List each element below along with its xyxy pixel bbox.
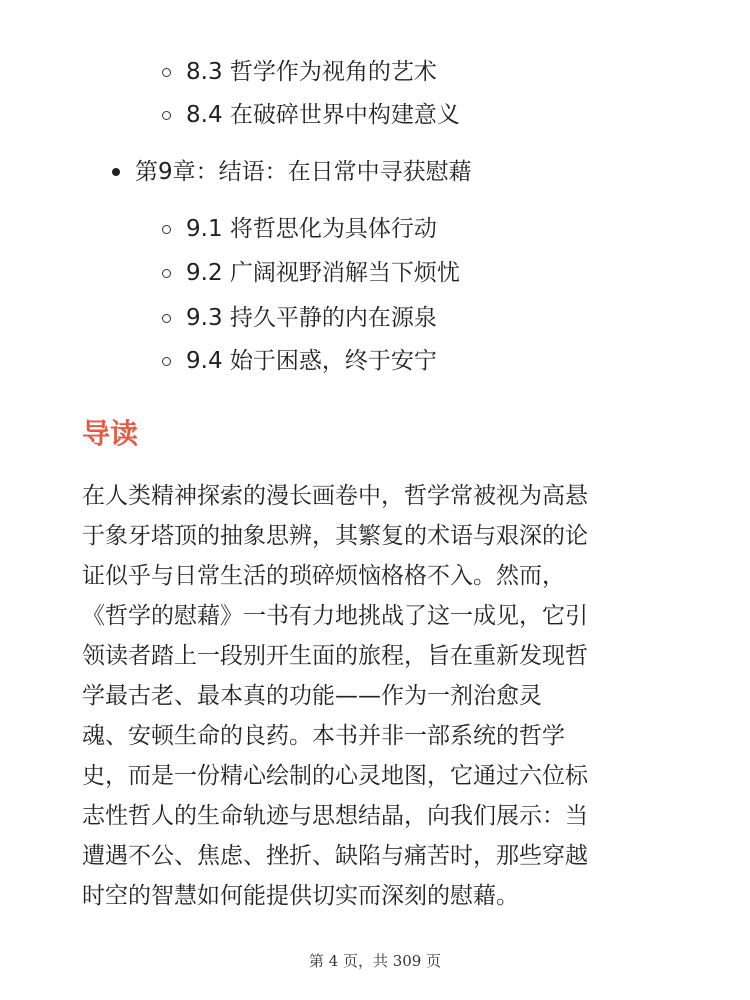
toc-item-label: 9.3 持久平静的内在源泉: [186, 305, 437, 331]
toc-item-8-3[interactable]: [162, 57, 437, 87]
paragraph-line: 领读者踏上一段别开生面的旅程，旨在重新发现哲: [82, 643, 588, 669]
paragraph-line: 志性哲人的生命轨迹与思想结晶，向我们展示：当: [82, 803, 588, 829]
paragraph-line: 证似乎与日常生活的琐碎烦恼格格不入。然而，: [82, 563, 565, 589]
circle-bullet-icon: [162, 68, 171, 77]
toc-item-label: 8.3 哲学作为视角的艺术: [186, 59, 437, 85]
paragraph-line: 遭遇不公、焦虑、挫折、缺陷与痛苦时，那些穿越: [82, 843, 588, 869]
paragraph-line: 于象牙塔顶的抽象思辨，其繁复的术语与艰深的论: [82, 523, 588, 549]
disc-bullet-icon: [112, 168, 120, 176]
circle-bullet-icon: [162, 269, 171, 278]
toc-item-9-3[interactable]: [162, 303, 437, 333]
paragraph-line: 在人类精神探索的漫长画卷中，哲学常被视为高悬: [82, 483, 588, 509]
circle-bullet-icon: [162, 314, 171, 323]
page-number-footer: 第 4 页，共 309 页: [308, 952, 442, 970]
circle-bullet-icon: [162, 225, 171, 234]
paragraph-line: 时空的智慧如何能提供切实而深刻的慰藉。: [82, 883, 519, 909]
paragraph-line: 学最古老、最本真的功能——作为一剂治愈灵: [82, 683, 542, 709]
paragraph-line: 《哲学的慰藉》一书有力地挑战了这一成见，它引: [82, 603, 588, 629]
toc-item-9-4[interactable]: [162, 346, 437, 376]
toc-chapter-label: 第9章：结语：在日常中寻获慰藉: [135, 159, 472, 185]
toc-item-9-1[interactable]: [162, 214, 437, 244]
circle-bullet-icon: [162, 111, 171, 120]
toc-item-label: 8.4 在破碎世界中构建意义: [186, 102, 460, 128]
toc-item-9-2[interactable]: [162, 258, 460, 288]
paragraph-line: 魂、安顿生命的良药。本书并非一部系统的哲学: [82, 723, 565, 749]
intro-heading: 导读: [82, 417, 139, 450]
toc-item-label: 9.2 广阔视野消解当下烦忧: [186, 260, 460, 286]
paragraph-line: 史，而是一份精心绘制的心灵地图，它通过六位标: [82, 763, 588, 789]
circle-bullet-icon: [162, 357, 171, 366]
toc-item-label: 9.4 始于困惑，终于安宁: [186, 348, 437, 374]
intro-paragraph: [82, 476, 672, 916]
toc-item-label: 9.1 将哲思化为具体行动: [186, 216, 437, 242]
toc-item-8-4[interactable]: [162, 100, 460, 130]
toc-chapter-9[interactable]: [112, 157, 472, 187]
